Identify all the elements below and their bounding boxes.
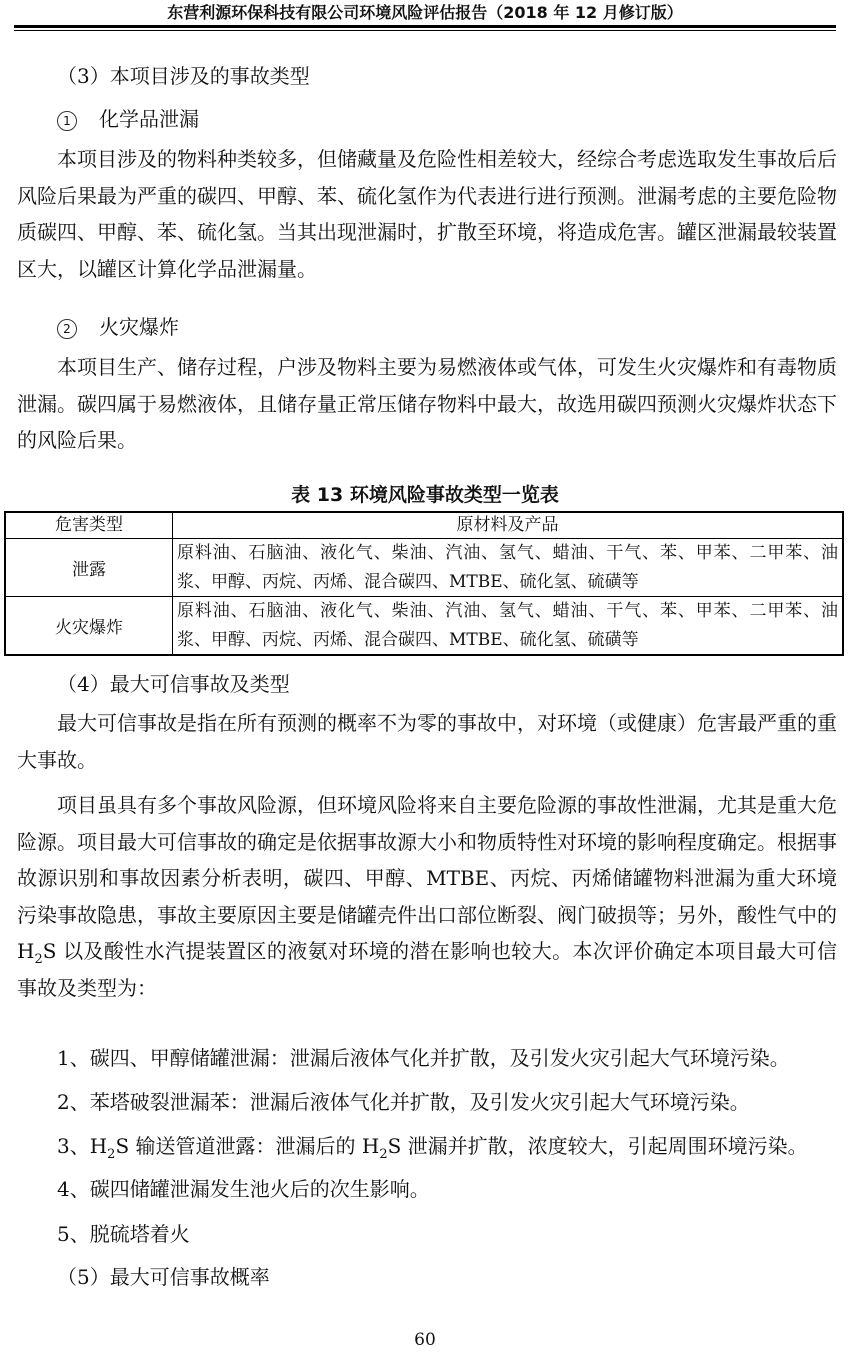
list-item: 4、碳四储罐泄漏发生池火后的次生影响。	[57, 1177, 430, 1201]
subsection-2-title: 火灾爆炸	[99, 315, 179, 339]
cell-hazard-type: 泄露	[5, 539, 173, 597]
accident-type-table	[4, 511, 844, 656]
list-item: 3、$H_2S$ 输送管道泄露：泄漏后的 $H_2S$ 泄漏并扩散，浓度较大，引起周围环境污染。	[57, 1134, 808, 1162]
header-rule-thin	[14, 30, 836, 31]
page-number: 60	[414, 1330, 436, 1350]
table-caption: 表 13 环境风险事故类型一览表	[291, 484, 559, 506]
cell-hazard-type: 火灾爆炸	[5, 597, 173, 656]
list-item: 1、碳四、甲醇储罐泄漏：泄漏后液体气化并扩散，及引发火灾引起大气环境污染。	[57, 1046, 790, 1070]
running-header: 东营利源环保科技有限公司环境风险评估报告（2018 年 12 月修订版）	[167, 3, 683, 22]
list-item: 5、脱硫塔着火	[57, 1222, 190, 1246]
subsection-1-heading	[17, 101, 850, 138]
header-cell-materials: 原材料及产品	[173, 512, 844, 539]
section-4-heading: （4）最大可信事故及类型	[57, 672, 290, 696]
cell-materials: 原料油、石脑油、液化气、柴油、汽油、氢气、蜡油、干气、苯、甲苯、二甲苯、油浆、甲醇、丙烷、丙烯、混合碳四、MTBE、硫化氢、硫磺等	[173, 597, 844, 656]
circled-number-2: 2	[57, 319, 77, 339]
fire-explosion-paragraph: 本项目生产、储存过程，户涉及物料主要为易燃液体或气体，可发生火灾爆炸和有毒物质泄漏。碳四属于易燃液体，且储存量正常压储存物料中最大，故选用碳四预测火灾爆炸状态下的风险后果。	[17, 355, 837, 452]
max-credible-definition-paragraph: 最大可信事故是指在所有预测的概率不为零的事故中，对环境（或健康）危害最严重的重大事故。	[17, 711, 837, 772]
subsection-2-heading	[17, 309, 850, 346]
list-item: 2、苯塔破裂泄漏苯：泄漏后液体气化并扩散，及引发火灾引起大气环境污染。	[57, 1090, 750, 1114]
max-credible-analysis-paragraph: 项目虽具有多个事故风险源，但环境风险将来自主要危险源的事故性泄漏，尤其是重大危险源。项目最大可信事故的确定是依据事故源大小和物质特性对环境的影响程度确定。根据事故源识别和事故因素分析表明，碳四、甲醇、MTBE、丙烷、丙烯储罐物料泄漏为重大环境污染事故隐患，事故主要原因主要是储罐壳件出口部位断裂、阀门破损等；另外，酸性气中的 $H_2S$ 以及酸性水汽提装置区的液氨对环境的潜在影响也较大。本次评价确定本项目最大可信事故及类型为：	[17, 793, 837, 1000]
subsection-1-title: 化学品泄漏	[99, 107, 199, 131]
table-row	[5, 597, 843, 656]
section-5-heading: （5）最大可信事故概率	[57, 1265, 270, 1289]
chemical-leak-paragraph: 本项目涉及的物料种类较多，但储藏量及危险性相差较大，经综合考虑选取发生事故后后风险后果最为严重的碳四、甲醇、苯、硫化氢作为代表进行进行预测。泄漏考虑的主要危险物质碳四、甲醇、苯、硫化氢。当其出现泄漏时，扩散至环境，将造成危害。罐区泄漏最较装置区大，以罐区计算化学品泄漏量。	[17, 147, 837, 281]
header-cell-hazard-type: 危害类型	[5, 512, 173, 539]
circled-number-1: 1	[57, 111, 77, 131]
table-header-row	[5, 512, 843, 539]
table-row	[5, 539, 843, 597]
header-rule-thick	[14, 25, 836, 28]
cell-materials: 原料油、石脑油、液化气、柴油、汽油、氢气、蜡油、干气、苯、甲苯、二甲苯、油浆、甲醇、丙烷、丙烯、混合碳四、MTBE、硫化氢、硫磺等	[173, 539, 844, 597]
section-3-heading: （3）本项目涉及的事故类型	[57, 64, 310, 88]
